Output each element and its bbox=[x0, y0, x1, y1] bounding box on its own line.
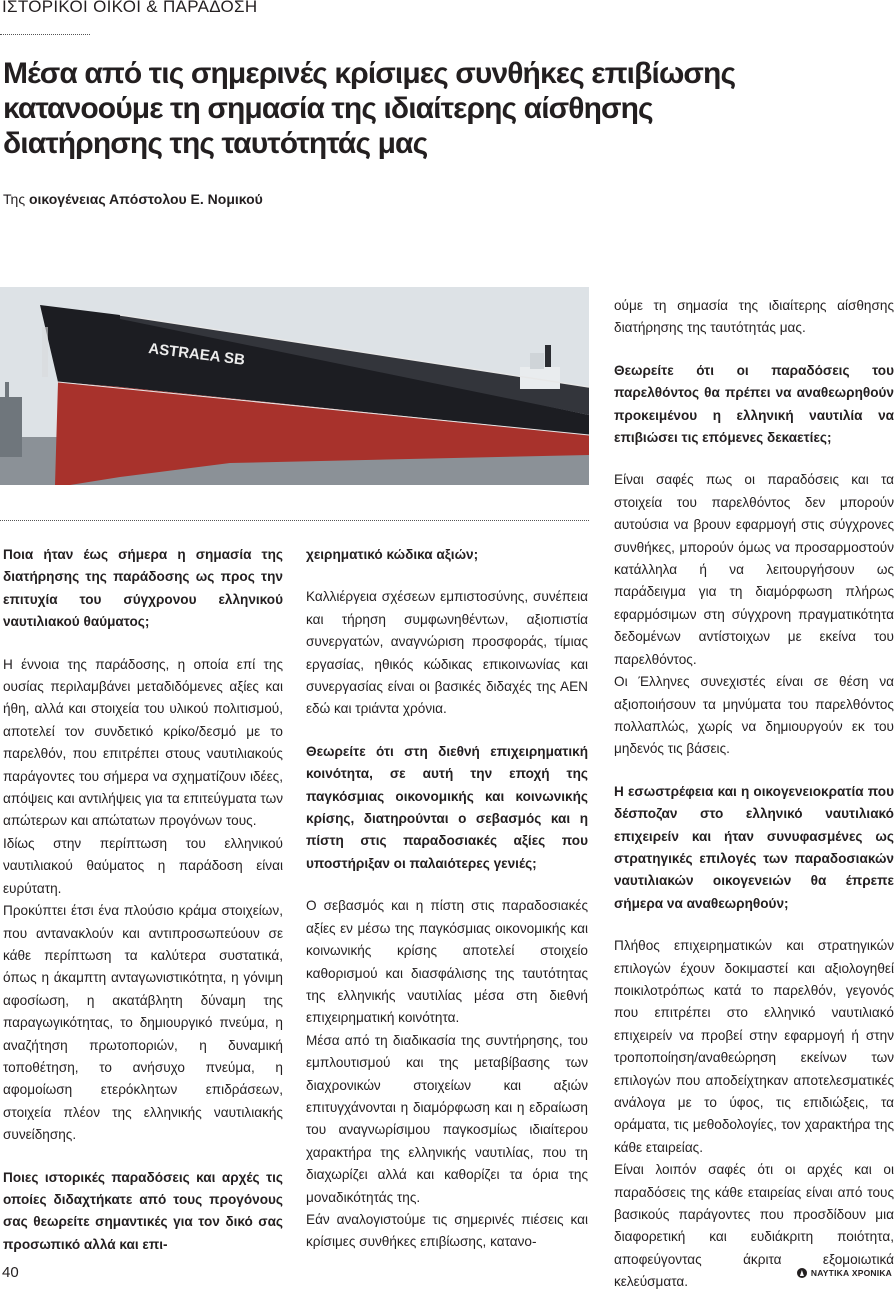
answer-4-paragraph-1: Είναι σαφές πως οι παραδόσεις και τα στοιχεία του παρελθόντος δεν μπορούν αυτούσια να βρουν εφαρμογή στις σύγχρονες συνθήκες, μπορούν όμως να προσαρμοστούν κατάλληλα ή να λειτουργήσουν ως παράδειγμα για τη διαμόρφωση πλήρως εφαρμόσιμων στη σύγχρονη πραγματικότητα δεδομένων αντίστοιχων με εκείνα του παρελθόντος. bbox=[614, 472, 894, 667]
answer-4-paragraph-2: Οι Έλληνες συνεχιστές είναι σε θέση να αξιοποιήσουν τα μηνύματα του παρελθόντος πολλαπλώς, χωρίς να δημιουργούν εκ του μηδενός τις βάσεις. bbox=[614, 674, 894, 757]
question-2-continued: χειρηματικό κώδικα αξιών; bbox=[306, 547, 479, 562]
answer-3-continued: ούμε τη σημασία της ιδιαίτερης αίσθησης διατήρησης της ταυτότητάς μας. bbox=[614, 298, 894, 336]
question-1: Ποια ήταν έως σήμερα η σημασία της διατήρησης της παράδοσης ως προς την επιτυχία του σύγχρονου ελληνικού ναυτιλιακού θαύματος; bbox=[3, 547, 283, 630]
ship-illustration bbox=[0, 287, 589, 485]
headline-line-2: κατανοούμε τη σημασία της ιδιαίτερης αίσθησης bbox=[3, 92, 653, 125]
section-divider bbox=[0, 34, 90, 35]
question-4: Θεωρείτε ότι οι παραδόσεις του παρελθόντος θα πρέπει να αναθεωρηθούν προκειμένου η ελληνική ναυτιλία να επιβιώσει τις επόμενες δεκαετίες; bbox=[614, 362, 894, 446]
ship-photo bbox=[0, 287, 589, 485]
section-label: ΙΣΤΟΡΙΚΟΙ ΟΙΚΟΙ & ΠΑΡΑΔΟΣΗ bbox=[2, 0, 258, 16]
ship-funnel bbox=[545, 345, 551, 367]
ship-name: ASTRAEA SB bbox=[147, 340, 246, 369]
answer-2-paragraph: Καλλιέργεια σχέσεων εμπιστοσύνης, συνέπεια και τήρηση συμφωνηθέντων, αξιοπιστία συνεργατών, αναγνώριση προσφοράς, τίμιας εργασίας, ηθικός κώδικας επικοινωνίας και συνεργασίας είναι οι βασικές διδαχές της ΑΕΝ εδώ και τριάντα χρόνια. bbox=[306, 589, 588, 717]
photo-divider bbox=[0, 520, 589, 521]
answer-3-paragraph-1: Ο σεβασμός και η πίστη στις παραδοσιακές αξίες εν μέσω της παγκόσμιας οικονομικής και κοινωνικής κρίσης αποτελεί στοιχείο καθορισμού και διασφάλισης της ταυτότητας της ελληνικής ναυτιλίας μέσα στη διεθνή επιχειρηματική κοινότητα. bbox=[306, 898, 588, 1026]
publication-brand bbox=[797, 1268, 892, 1278]
anchor-area bbox=[42, 327, 48, 377]
answer-3-paragraph-2: Μέσα από τη διαδικασία της συντήρησης, του εμπλουτισμού και της μεταβίβασης των διαχρονικών στοιχείων και αξιών επιτυγχάνονται η διαμόρφωση και η εδραίωση του αναγνωρίσιμου παγκοσμίως ιδιαίτερου χαρακτήρα της ελληνικής ναυτιλίας, που τη διαχωρίζει αλλά και καθορίζει τα όρια της μοναδικότητάς της. bbox=[306, 1032, 588, 1205]
brand-name: ΝΑΥΤΙΚΑ ΧΡΟΝΙΚΑ bbox=[810, 1268, 892, 1278]
headline-line-1: Μέσα από τις σημερινές κρίσιμες συνθήκες επιβίωσης bbox=[3, 57, 736, 90]
column-3 bbox=[614, 295, 894, 1294]
byline-prefix: Της bbox=[3, 191, 29, 207]
question-2: Ποιες ιστορικές παραδόσεις και αρχές τις οποίες διδαχτήκατε από τους προγόνους σας θεωρείτε σημαντικές για τον δικό σας προσωπικό αλλά και επι- bbox=[3, 1169, 283, 1252]
answer-5-paragraph-2: Είναι λοιπόν σαφές ότι οι αρχές και οι παραδόσεις της κάθε εταιρείας είναι από τους βασικούς παράγοντες που προσδίδουν μια διαφορετική και ευδιάκριτη ποιότητα, αποφεύγοντας άκριτα εξομοιωτικά κελεύσματα. bbox=[614, 1162, 894, 1290]
brand-logo-icon bbox=[797, 1268, 807, 1278]
headline-line-3: διατήρησης της ταυτότητάς μας bbox=[3, 127, 428, 160]
byline-name: οικογένειας Απόστολου Ε. Νομικού bbox=[28, 191, 263, 207]
answer-1-paragraph-1: Η έννοια της παράδοσης, η οποία επί της ουσίας περιλαμβάνει μεταδιδόμενες αξίες και ήθη, αλλά και στοιχεία του υλικού πολιτισμού, αποτελεί τον συνδετικό κρίκο/δεσμό με το παρελθόν, που επιτρέπει στους ναυτιλιακούς παράγοντες του σήμερα να σχηματίζουν ιδέες, απόψεις και αντιλήψεις για τα επιτεύγματα των απώτερων και απώτατων προγόνων τους. bbox=[3, 656, 283, 829]
answer-1-paragraph-3: Προκύπτει έτσι ένα πλούσιο κράμα στοιχείων, που αντανακλούν και αντιπροσωπεύουν σε κάθε περίπτωση τα καλύτερα συστατικά, όπως η άκαμπτη ανταγωνιστικότητα, η γόνιμη αφοσίωση, η ακατάβλητη δύναμη της παραγωγικότητας, το δημιουργικό πνεύμα, η αναζήτηση πρωτοποριών, η δυναμική τοποθέτηση, το ανήσυχο πνεύμα, η αφομοίωση ετερόκλητων επιδράσεων, στοιχεία πλέον της ελληνικής ναυτιλιακής συνείδησης. bbox=[3, 903, 283, 1143]
answer-1-paragraph-2: Ιδίως στην περίπτωση του ελληνικού ναυτιλιακού θαύματος η παράδοση είναι ευρύτατη. bbox=[3, 835, 283, 896]
question-3: Θεωρείτε ότι στη διεθνή επιχειρηματική κοινότητα, σε αυτή την εποχή της παγκόσμιας οικονομικής και κοινωνικής κρίσης, διατηρούνται ο σεβασμός και η πίστη στις παραδοσιακές αξίες που υποστήριξαν οι παλαιότερες γενιές; bbox=[306, 743, 588, 871]
column-2 bbox=[306, 544, 588, 1254]
question-5: Η εσωστρέφεια και η οικογενειοκρατία που δέσποζαν στο ελληνικό ναυτιλιακό επιχειρείν και ήταν συνυφασμένες ως στρατηγικές επιλογές των παραδοσιακών ναυτιλιακών οικογενειών θα έπρεπε σήμερα να αναθεωρηθούν; bbox=[614, 783, 894, 911]
article-headline bbox=[3, 56, 763, 161]
harbour-crane bbox=[0, 397, 22, 457]
page-number: 40 bbox=[2, 1264, 19, 1281]
byline bbox=[3, 191, 263, 207]
column-1 bbox=[3, 544, 283, 1256]
answer-5-paragraph-1: Πλήθος επιχειρηματικών και στρατηγικών επιλογών έχουν δοκιμαστεί και αξιολογηθεί ποικιλοτρόπως κατά το παρελθόν, γεγονός που επιτρέπει στο ελληνικό ναυτιλιακό επιχειρείν να προβεί στην εφαρμογή ή στην τροποποίηση/αναθεώρηση εκείνων των επιλογών που αποδείχτηκαν αποτελεσματικές ανάλογα με το ύφος, τις επιδιώξεις, τα οράματα, τις μεθοδολογίες, τον χαρακτήρα της κάθε εταιρείας. bbox=[614, 938, 894, 1155]
answer-3-paragraph-3: Εάν αναλογιστούμε τις σημερινές πιέσεις και κρίσιμες συνθήκες επιβίωσης, κατανο- bbox=[306, 1211, 588, 1250]
